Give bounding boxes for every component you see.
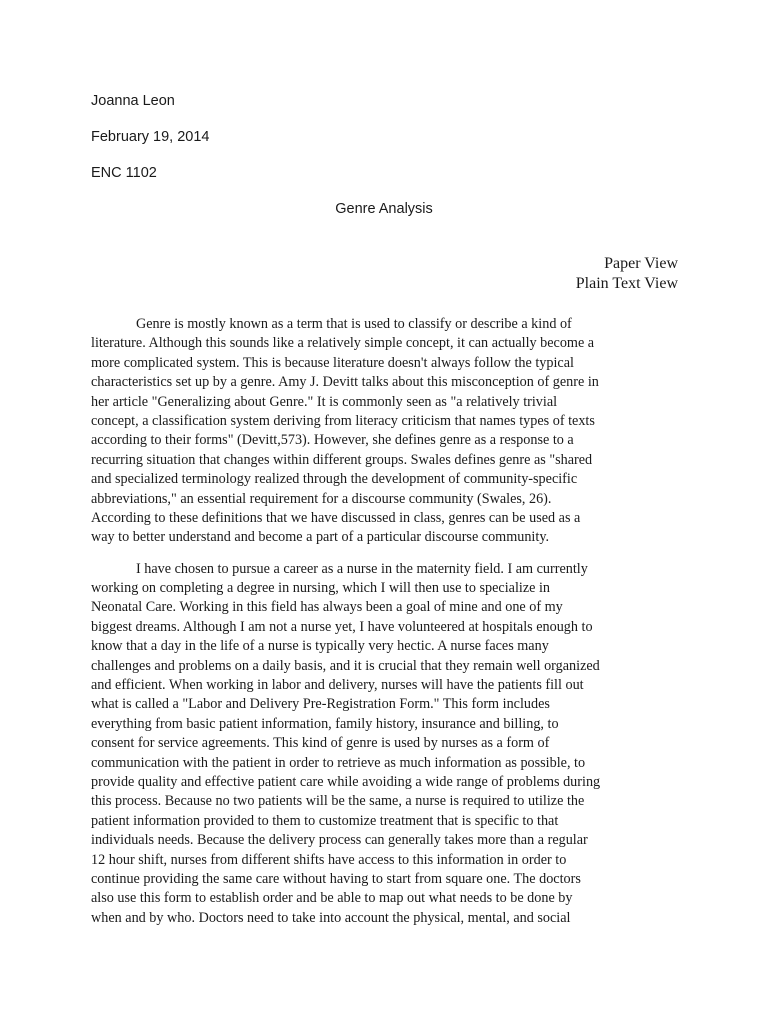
paragraph-line: this process. Because no two patients will be the same, a nurse is required to utilize the — [91, 793, 585, 810]
paragraph-line: individuals needs. Because the delivery process can generally takes more than a regular — [91, 832, 588, 849]
paragraph-line: characteristics set up by a genre. Amy J. Devitt talks about this misconception of genre in — [91, 374, 599, 391]
paragraph-line: consent for service agreements. This kind of genre is used by nurses as a form of — [91, 735, 550, 752]
paragraph-line: according to their forms" (Devitt,573). However, she defines genre as a response to a — [91, 432, 574, 449]
paragraph-line: According to these definitions that we have discussed in class, genres can be used as a — [91, 509, 581, 526]
paragraph-line: also use this form to establish order and be able to map out what needs to be done by — [91, 890, 573, 907]
paragraph-line: patient information provided to them to customize treatment that is specific to that — [91, 812, 559, 829]
paragraph-line: her article "Generalizing about Genre." It is commonly seen as "a relatively trivial — [91, 393, 558, 410]
paragraph-gap — [91, 548, 681, 560]
paragraph-line: everything from basic patient information, family history, insurance and billing, to — [91, 715, 559, 732]
paragraph-line: Genre is mostly known as a term that is used to classify or describe a kind of — [136, 316, 572, 332]
paragraph-line: Neonatal Care. Working in this field has always been a goal of mine and one of my — [91, 599, 563, 616]
paragraph-line: know that a day in the life of a nurse is typically very hectic. A nurse faces many — [91, 638, 549, 655]
paragraph-line: what is called a "Labor and Delivery Pre-Registration Form." This form includes — [91, 696, 550, 713]
paragraph — [91, 315, 681, 548]
paragraph-line: when and by who. Doctors need to take into account the physical, mental, and social — [91, 909, 571, 926]
paragraph-line: and specialized terminology realized through the development of community-specific — [91, 471, 578, 488]
paragraph-line: 12 hour shift, nurses from different shifts have access to this information in order to — [91, 851, 567, 868]
paragraph-line: continue providing the same care without having to start from square one. The doctors — [91, 870, 581, 887]
paper-view-link[interactable]: Paper View — [604, 255, 678, 272]
paragraph-line: abbreviations," an essential requirement for a discourse community (Swales, 26). — [91, 490, 552, 507]
plain-text-view-link[interactable]: Plain Text View — [575, 275, 678, 292]
paragraph-line: way to better understand and become a part of a particular discourse community. — [91, 529, 550, 546]
document-title: Genre Analysis — [335, 201, 433, 217]
view-switcher — [576, 254, 678, 294]
paragraph-line: concept, a classification system deriving from literacy criticism that names types of texts — [91, 412, 595, 429]
paragraph-line: provide quality and effective patient care while avoiding a wide range of problems during — [91, 773, 601, 790]
paragraph-line: biggest dreams. Although I am not a nurse yet, I have volunteered at hospitals enough to — [91, 618, 593, 635]
paragraph-line: challenges and problems on a daily basis, and it is crucial that they remain well organized — [91, 657, 600, 674]
paragraph-line: and efficient. When working in labor and delivery, nurses will have the patients fill out — [91, 677, 584, 694]
paragraph-line: I have chosen to pursue a career as a nurse in the maternity field. I am currently — [136, 560, 588, 577]
paragraph-line: more complicated system. This is because literature doesn't always follow the typical — [91, 354, 574, 371]
document-body — [91, 315, 681, 928]
paragraph-line: literature. Although this sounds like a relatively simple concept, it can actually become a — [91, 335, 595, 352]
document-date: February 19, 2014 — [91, 129, 210, 145]
paragraph-line: working on completing a degree in nursing, which I will then use to specialize in — [91, 580, 551, 597]
paragraph-line: communication with the patient in order to retrieve as much information as possible, to — [91, 754, 586, 771]
author-name: Joanna Leon — [91, 93, 175, 109]
paragraph — [91, 560, 681, 928]
paragraph-line: recurring situation that changes within different groups. Swales defines genre as "shared — [91, 451, 593, 468]
course-code: ENC 1102 — [91, 165, 157, 181]
